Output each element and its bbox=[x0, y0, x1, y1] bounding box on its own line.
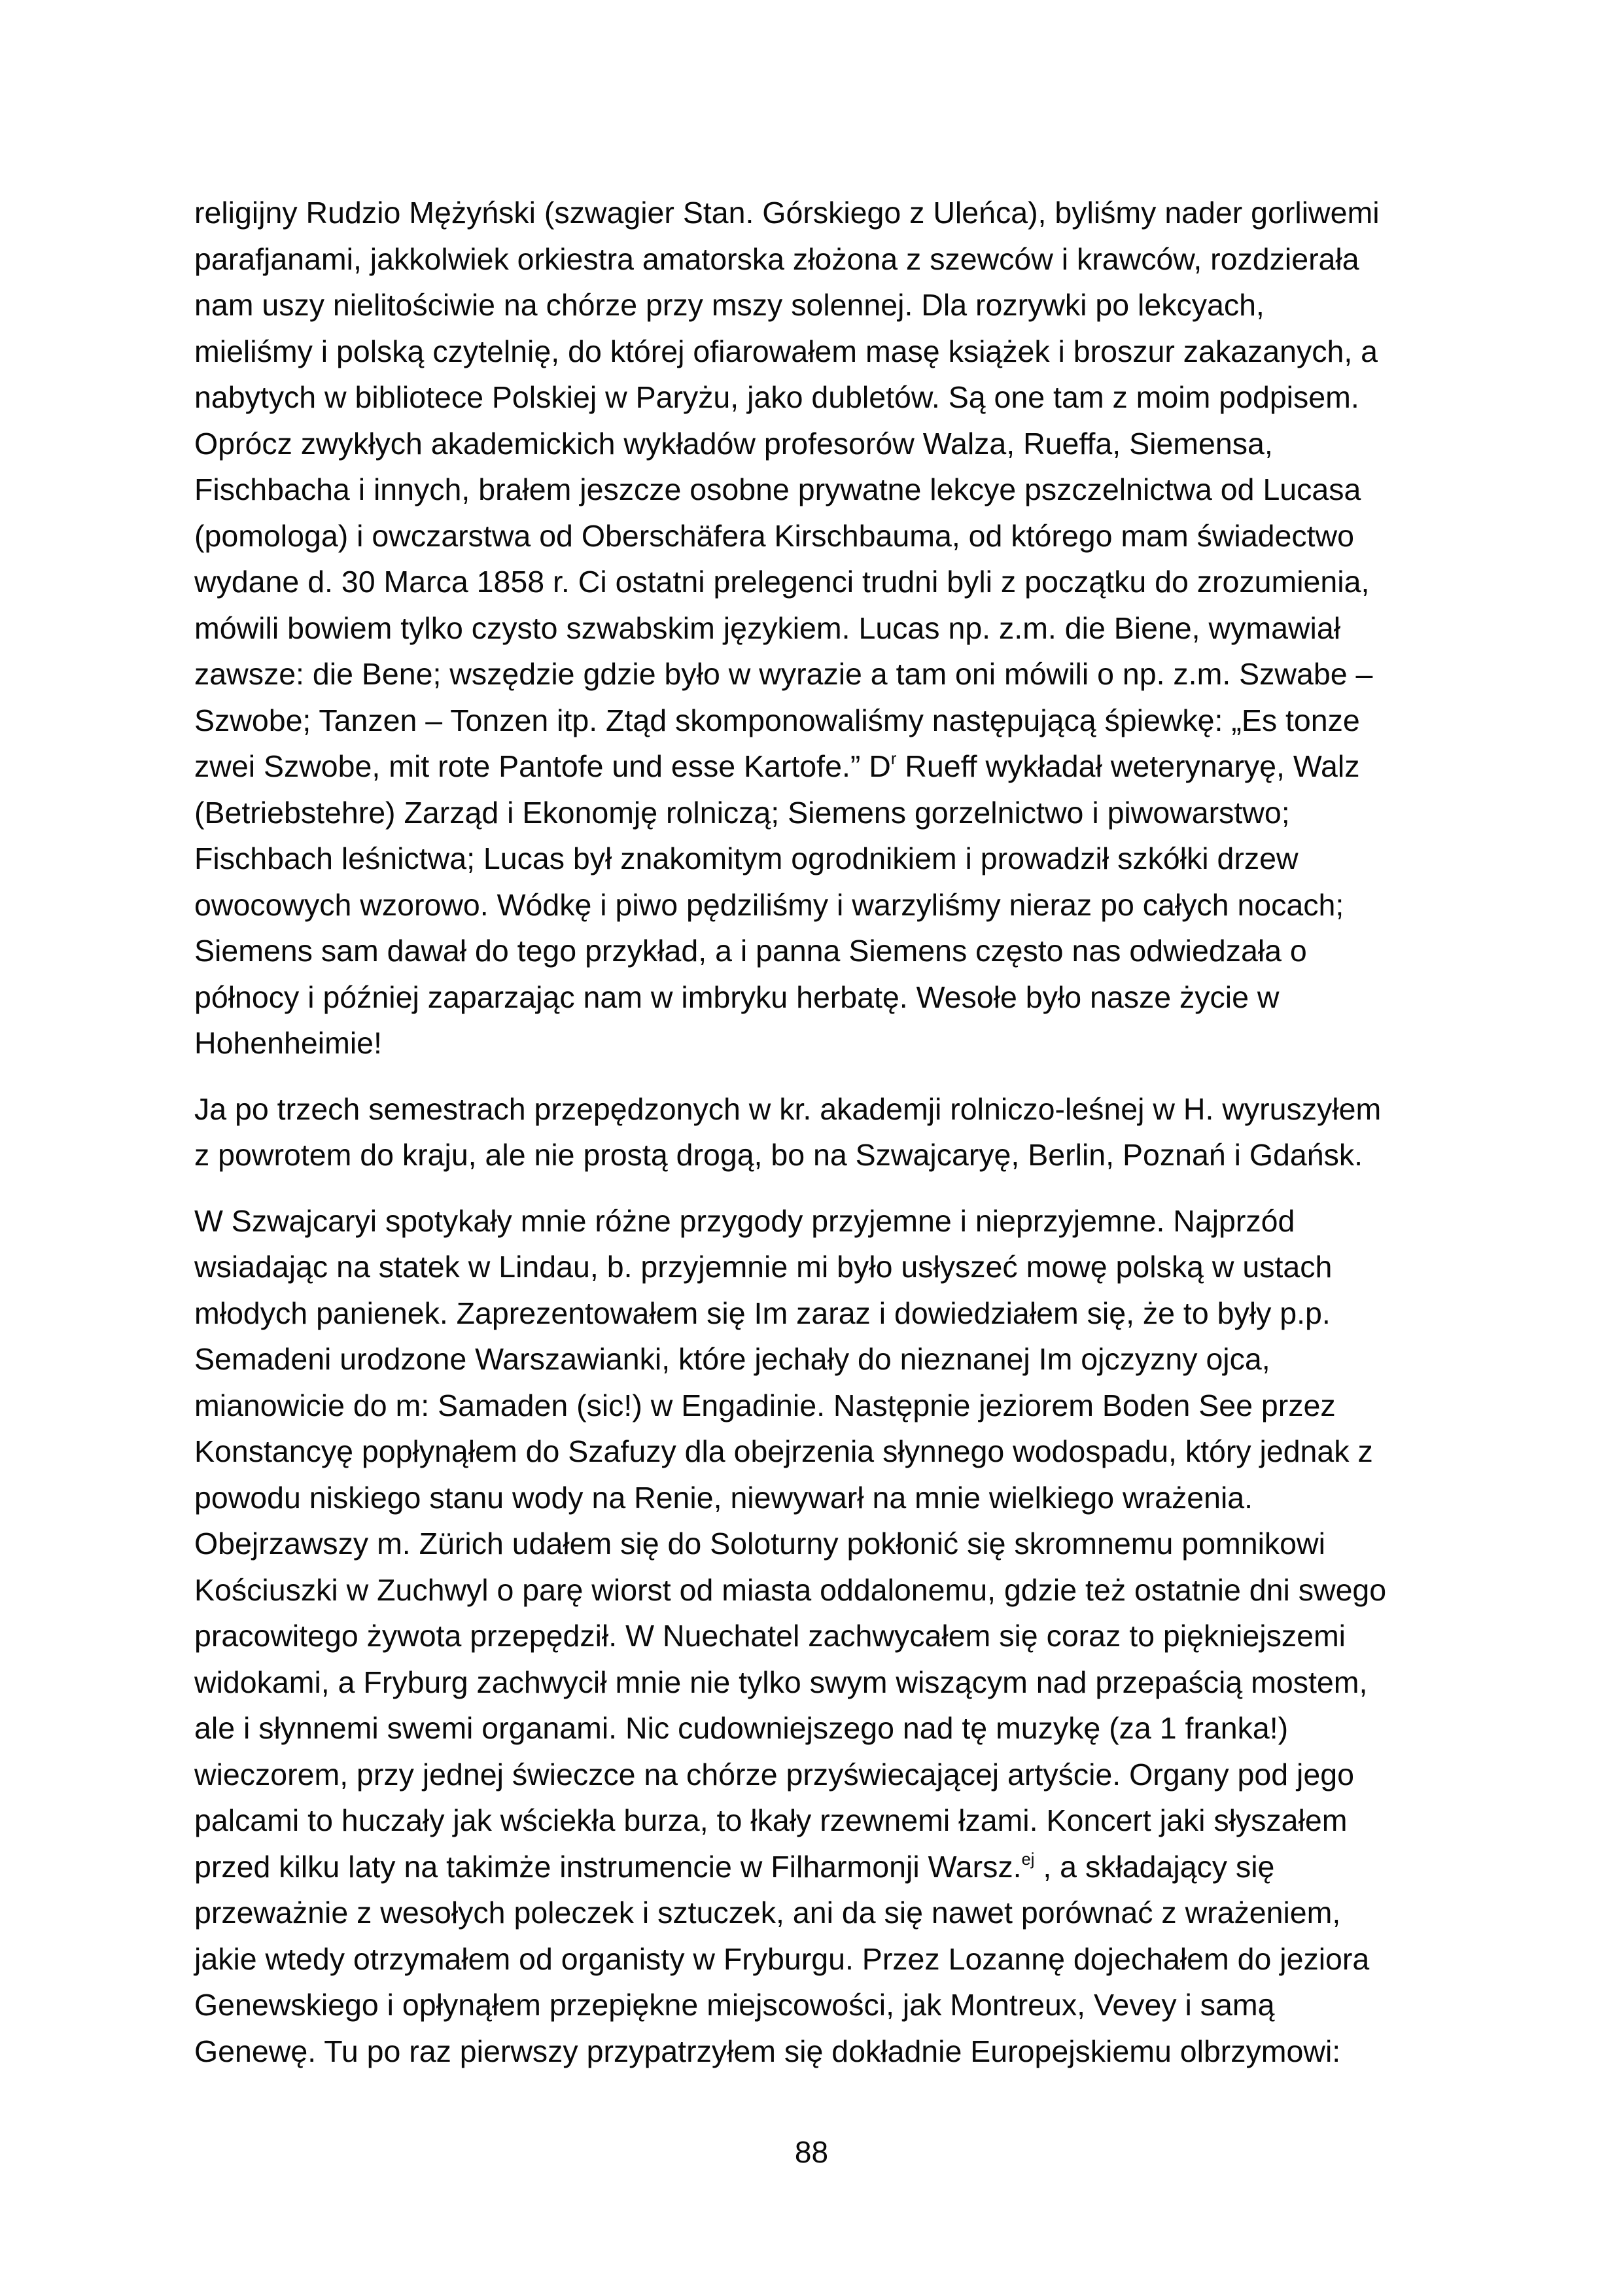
text-line: z powrotem do kraju, ale nie prostą drogą, bo na Szwajcaryę, Berlin, Poznań i Gdańsk. bbox=[194, 1138, 1363, 1172]
text-line: Hohenheimie! bbox=[194, 1026, 382, 1060]
text-segment: , a składający się bbox=[1034, 1849, 1275, 1884]
text-line: Konstancyę popłynąłem do Szafuzy dla obejrzenia słynnego wodospadu, który jednak z bbox=[194, 1434, 1373, 1468]
paragraph-switzerland bbox=[194, 1198, 1450, 2075]
text-line: Szwobe; Tanzen – Tonzen itp. Ztąd skomponowaliśmy następującą śpiewkę: „Es tonze bbox=[194, 703, 1360, 737]
text-line: wieczorem, przy jednej świeczce na chórze przyświecającej artyście. Organy pod jego bbox=[194, 1757, 1354, 1792]
text-line: północy i później zaparzając nam w imbryku herbatę. Wesołe było nasze życie w bbox=[194, 980, 1280, 1014]
text-line: Kościuszki w Zuchwyl o parę wiorst od miasta oddalonemu, gdzie też ostatnie dni swego bbox=[194, 1572, 1387, 1607]
text-line: (pomologa) i owczarstwa od Oberschäfera Kirschbauma, od którego mam świadectwo bbox=[194, 518, 1354, 553]
text-segment: zwei Szwobe, mit rote Pantofe und esse Kartofe.” D bbox=[194, 749, 891, 783]
text-line: Siemens sam dawał do tego przykład, a i panna Siemens często nas odwiedzała o bbox=[194, 934, 1307, 968]
text-segment: przed kilku laty na takimże instrumencie w Filharmonji Warsz. bbox=[194, 1849, 1022, 1884]
text-line bbox=[194, 1844, 1450, 1890]
text-line: ale i słynnemi swemi organami. Nic cudowniejszego nad tę muzykę (za 1 franka!) bbox=[194, 1711, 1289, 1745]
text-line: młodych panienek. Zaprezentowałem się Im zaraz i dowiedziałem się, że to były p.p. bbox=[194, 1296, 1331, 1330]
superscript: r bbox=[890, 749, 897, 768]
text-line: Obejrzawszy m. Zürich udałem się do Soloturny pokłonić się skromnemu pomnikowi bbox=[194, 1527, 1325, 1561]
text-line: zawsze: die Bene; wszędzie gdzie było w wyrazie a tam oni mówili o np. z.m. Szwabe – bbox=[194, 657, 1373, 691]
text-line: Fischbacha i innych, brałem jeszcze osobne prywatne lekcye pszczelnictwa od Lucasa bbox=[194, 472, 1361, 506]
text-line: palcami to huczały jak wściekła burza, to łkały rzewnemi łzami. Koncert jaki słyszałem bbox=[194, 1803, 1348, 1837]
text-line: wydane d. 30 Marca 1858 r. Ci ostatni prelegenci trudni byli z początku do zrozumienia, bbox=[194, 565, 1370, 599]
text-line: powodu niskiego stanu wody na Renie, niewywarł na mnie wielkiego wrażenia. bbox=[194, 1480, 1253, 1515]
body-text bbox=[194, 190, 1450, 2074]
text-line: przeważnie z wesołych poleczek i sztuczek, ani da się nawet porównać z wrażeniem, bbox=[194, 1896, 1341, 1930]
text-line: W Szwajcaryi spotykały mnie różne przygody przyjemne i nieprzyjemne. Najprzód bbox=[194, 1203, 1295, 1238]
text-line: owocowych wzorowo. Wódkę i piwo pędziliśmy i warzyliśmy nieraz po całych nocach; bbox=[194, 887, 1344, 922]
text-line: nabytych w bibliotece Polskiej w Paryżu, jako dubletów. Są one tam z moim podpisem. bbox=[194, 380, 1359, 414]
text-line: Ja po trzech semestrach przepędzonych w kr. akademji rolniczo-leśnej w H. wyruszyłem bbox=[194, 1091, 1382, 1126]
text-segment: Rueff wykładał weterynaryę, Walz bbox=[896, 749, 1360, 783]
text-line: widokami, a Fryburg zachwycił mnie nie tylko swym wiszącym nad przepaścią mostem, bbox=[194, 1665, 1368, 1699]
text-line: nam uszy nielitościwie na chórze przy mszy solennej. Dla rozrywki po lekcyach, bbox=[194, 288, 1265, 322]
page-number: 88 bbox=[794, 2135, 829, 2169]
text-line: jakie wtedy otrzymałem od organisty w Fryburgu. Przez Lozannę dojechałem do jeziora bbox=[194, 1941, 1370, 1976]
text-line: Semadeni urodzone Warszawianki, które jechały do nieznanej Im ojczyzny ojca, bbox=[194, 1342, 1270, 1376]
text-line: mieliśmy i polską czytelnię, do której ofiarowałem masę książek i broszur zakazanych, a bbox=[194, 334, 1378, 368]
text-line: (Betriebstehre) Zarząd i Ekonomję rolniczą; Siemens gorzelnictwo i piwowarstwo; bbox=[194, 795, 1290, 830]
text-line: mówili bowiem tylko czysto szwabskim językiem. Lucas np. z.m. die Biene, wymawiał bbox=[194, 610, 1341, 645]
text-line: Fischbach leśnictwa; Lucas był znakomitym ogrodnikiem i prowadził szkółki drzew bbox=[194, 841, 1299, 875]
text-line: Genewskiego i opłynąłem przepiękne miejscowości, jak Montreux, Vevey i samą bbox=[194, 1988, 1275, 2022]
paragraph-hohenheim bbox=[194, 190, 1450, 1067]
paragraph-departure bbox=[194, 1086, 1450, 1178]
text-line: religijny Rudzio Mężyński (szwagier Stan. Górskiego z Uleńca), byliśmy nader gorliwemi bbox=[194, 196, 1380, 230]
text-line bbox=[194, 743, 1450, 790]
text-line: Genewę. Tu po raz pierwszy przypatrzyłem się dokładnie Europejskiemu olbrzymowi: bbox=[194, 2034, 1341, 2068]
text-line: wsiadając na statek w Lindau, b. przyjemnie mi było usłyszeć mowę polską w ustach bbox=[194, 1250, 1333, 1284]
footnote-marker: ej bbox=[1021, 1850, 1035, 1869]
text-line: pracowitego żywota przepędził. W Nuechatel zachwycałem się coraz to piękniejszemi bbox=[194, 1619, 1346, 1653]
text-line: Oprócz zwykłych akademickich wykładów profesorów Walza, Rueffa, Siemensa, bbox=[194, 426, 1273, 461]
text-line: mianowicie do m: Samaden (sic!) w Engadinie. Następnie jeziorem Boden See przez bbox=[194, 1388, 1336, 1422]
text-line: parafjanami, jakkolwiek orkiestra amatorska złożona z szewców i krawców, rozdzierała bbox=[194, 241, 1359, 276]
